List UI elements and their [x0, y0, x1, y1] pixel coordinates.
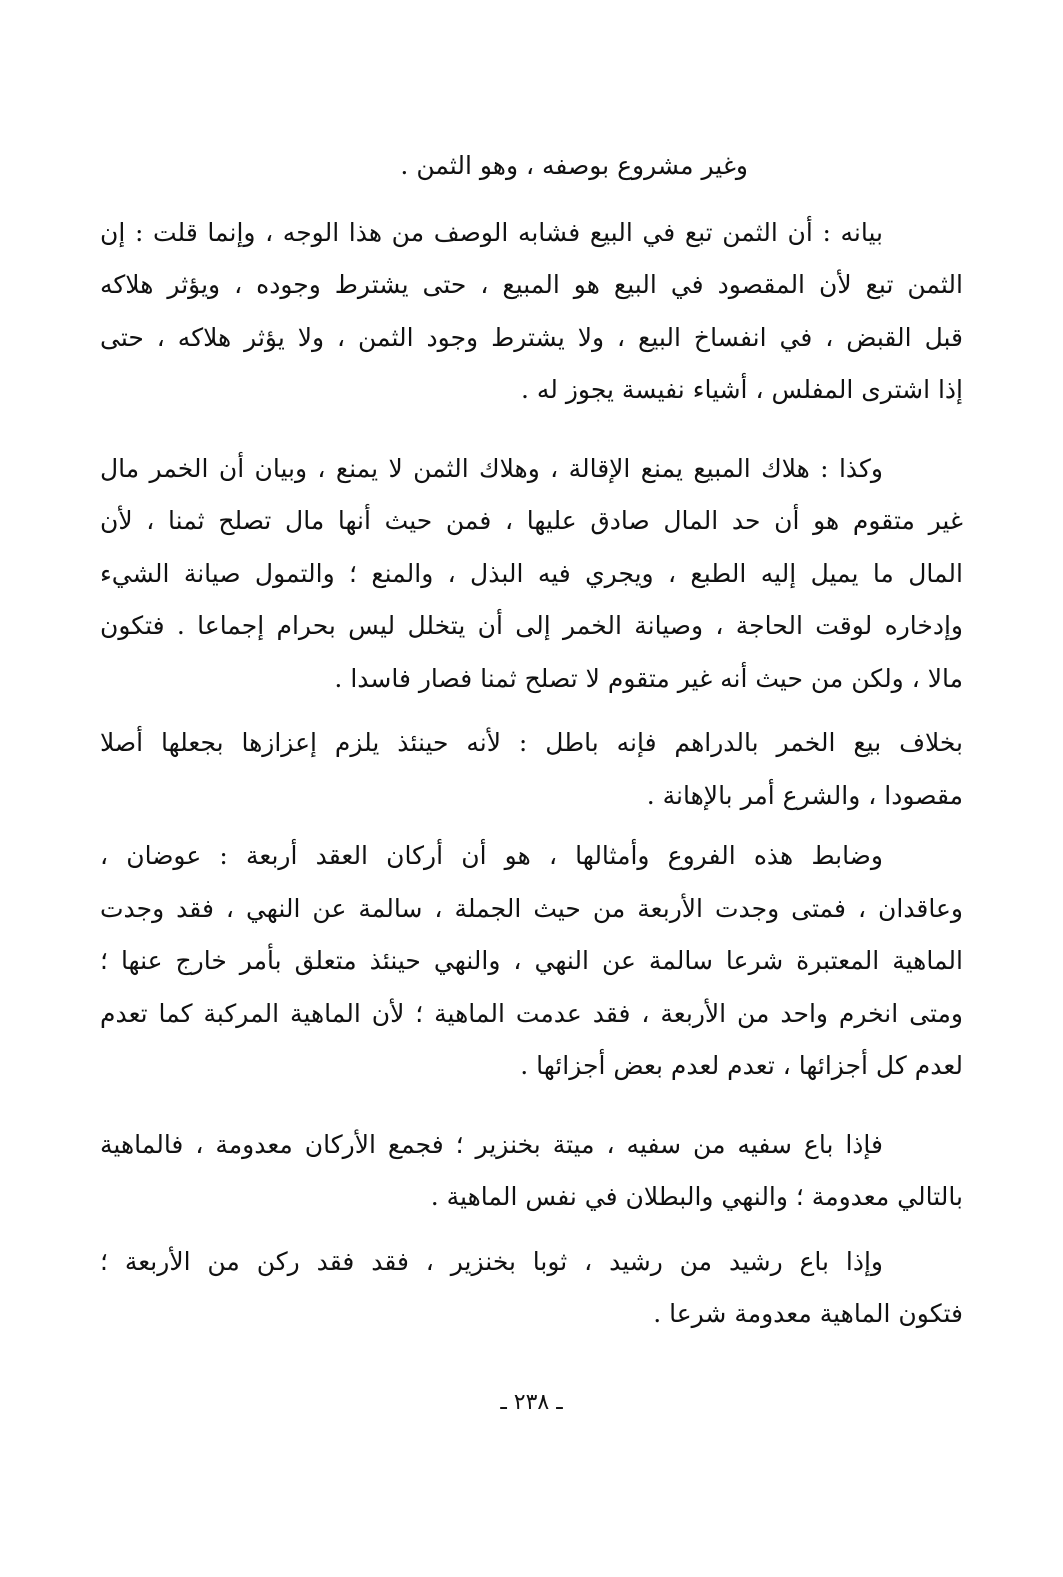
text-line: بالتالي معدومة ؛ والنهي والبطلان في نفس الماهية . — [430, 1182, 963, 1211]
text-line: فتكون الماهية معدومة شرعا . — [653, 1299, 963, 1328]
text-line: غير متقوم هو أن حد المال صادق عليها ، فمن حيث أنها مال تصلح ثمنا ، لأن — [100, 506, 963, 535]
text-line: المال ما يميل إليه الطبع ، ويجري فيه البذل ، والمنع ؛ والتمول صيانة الشيء — [100, 558, 963, 588]
paragraph — [100, 1236, 963, 1341]
page-number: ـ ٢٣٨ ـ — [500, 1390, 563, 1415]
paragraph — [100, 443, 963, 706]
text-line: بيانه : أن الثمن تبع في البيع فشابه الوصف من هذا الوجه ، وإنما قلت : إن — [100, 217, 883, 247]
text-line: الثمن تبع لأن المقصود في البيع هو المبيع ، حتى يشترط وجوده ، ويؤثر هلاكه — [100, 270, 963, 299]
text-line: مقصودا ، والشرع أمر بالإهانة . — [646, 780, 963, 810]
paragraph — [100, 717, 963, 822]
text-line: وعاقدان ، فمتى وجدت الأربعة من حيث الجملة ، سالمة عن النهي ، فقد وجدت — [100, 893, 963, 923]
paragraph — [100, 830, 963, 1093]
text-line: وإذا باع رشيد من رشيد ، ثوبا بخنزير ، فقد فقد ركن من الأربعة ؛ — [100, 1246, 883, 1276]
paragraph — [100, 140, 963, 193]
paragraph — [100, 207, 963, 417]
text-line: لعدم كل أجزائها ، تعدم لعدم بعض أجزائها . — [520, 1051, 963, 1080]
paragraph — [100, 1119, 963, 1224]
text-line: وكذا : هلاك المبيع يمنع الإقالة ، وهلاك الثمن لا يمنع ، وبيان أن الخمر مال — [100, 453, 883, 483]
text-line: الماهية المعتبرة شرعا سالمة عن النهي ، والنهي حينئذ متعلق بأمر خارج عنها ؛ — [100, 946, 963, 975]
text-line: مالا ، ولكن من حيث أنه غير متقوم لا تصلح ثمنا فصار فاسدا . — [334, 663, 963, 693]
text-line: وغير مشروع بوصفه ، وهو الثمن . — [400, 151, 748, 180]
text-line: إذا اشترى المفلس ، أشياء نفيسة يجوز له . — [521, 375, 963, 404]
text-line: وإدخاره لوقت الحاجة ، وصيانة الخمر إلى أن يتخلل ليس بحرام إجماعا . فتكون — [100, 611, 963, 640]
body-text — [100, 140, 963, 1341]
text-line: ومتى انخرم واحد من الأربعة ، فقد عدمت الماهية ؛ لأن الماهية المركبة كما تعدم — [100, 998, 963, 1028]
text-line: فإذا باع سفيه من سفيه ، ميتة بخنزير ؛ فجمع الأركان معدومة ، فالماهية — [100, 1129, 883, 1159]
text-line: بخلاف بيع الخمر بالدراهم فإنه باطل : لأنه حينئذ يلزم إعزازها بجعلها أصلا — [100, 728, 963, 757]
text-line: وضابط هذه الفروع وأمثالها ، هو أن أركان العقد أربعة : عوضان ، — [100, 841, 883, 870]
text-line: قبل القبض ، في انفساخ البيع ، ولا يشترط وجود الثمن ، ولا يؤثر هلاكه ، حتى — [100, 322, 963, 352]
